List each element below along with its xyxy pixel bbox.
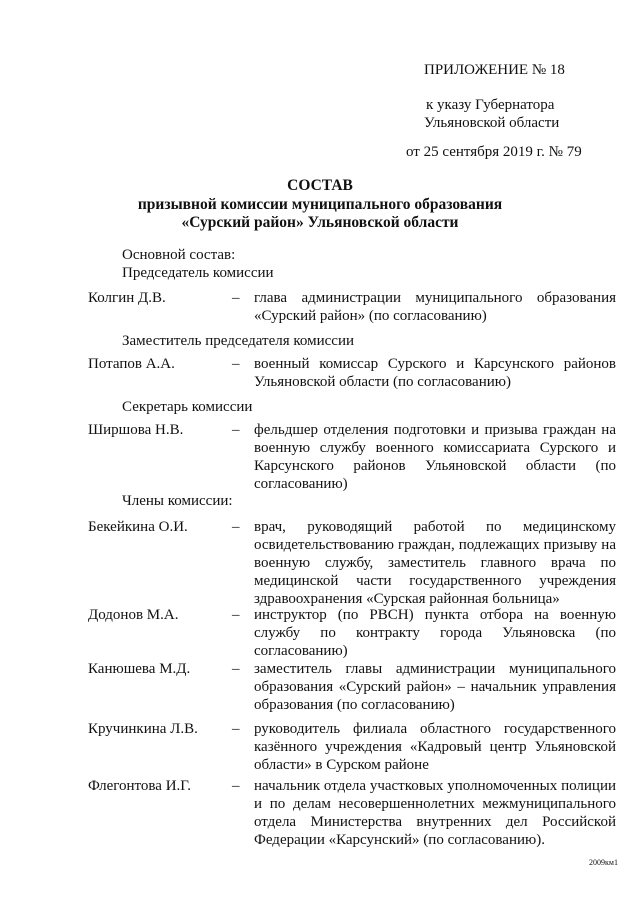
decree-date: от 25 сентября 2019 г. № 79 — [406, 144, 582, 160]
member-name: Додонов М.А. — [88, 607, 179, 623]
member-dash: – — [232, 661, 240, 677]
member-description: военный комиссар Сурского и Карсунского районов Ульяновской области (по согласованию) — [254, 356, 616, 390]
member-name: Кручинкина Л.В. — [88, 721, 198, 737]
member-description: фельдшер отделения подготовки и призыва граждан на военную службу военного комиссариата Сурского и Карсунского районов Ульяновской области (по согласованию) — [254, 422, 616, 492]
member-description: врач, руководящий работой по медицинскому освидетельствованию граждан, подлежащих призыву на военную службу, заместитель главного врача по медицинской части государственного учреждения здравоохранения «Сурская районная больница» — [254, 519, 616, 607]
member-description: начальник отдела участковых уполномоченных полиции и по делам несовершеннолетних межмуниципального отдела Министерства внутренних дел Российской Федерации «Карсунский» (по согласованию). — [254, 778, 616, 848]
section-members: Члены комиссии: — [122, 493, 233, 509]
decree-line-2: Ульяновской области — [424, 115, 560, 131]
member-description: заместитель главы администрации муниципального образования «Сурский район» – начальник управления образования (по согласованию) — [254, 661, 616, 713]
document-subtitle-2: «Сурский район» Ульяновской области — [181, 214, 459, 231]
member-dash: – — [232, 721, 240, 737]
section-deputy-chairman: Заместитель председателя комиссии — [122, 333, 355, 349]
document-title: СОСТАВ — [287, 177, 353, 194]
member-name: Канюшева М.Д. — [88, 661, 191, 677]
document-subtitle-1: призывной комиссии муниципального образования — [137, 196, 503, 213]
decree-line-1: к указу Губернатора — [426, 97, 555, 113]
member-name: Бекейкина О.И. — [88, 519, 188, 535]
member-name: Колгин Д.В. — [88, 290, 166, 306]
member-description: глава администрации муниципального образования «Сурский район» (по согласованию) — [254, 290, 616, 324]
member-dash: – — [232, 422, 240, 438]
member-name: Флегонтова И.Г. — [88, 778, 192, 794]
member-name: Ширшова Н.В. — [88, 422, 184, 438]
document-code: 2009км1 — [589, 858, 618, 867]
member-dash: – — [232, 519, 240, 535]
appendix-number: ПРИЛОЖЕНИЕ № 18 — [424, 62, 565, 78]
member-description: инструктор (по РВСН) пункта отбора на военную службу по контракту города Ульяновска (по согласованию) — [254, 607, 616, 659]
section-secretary: Секретарь комиссии — [122, 399, 253, 415]
section-main-composition: Основной состав: — [122, 247, 236, 263]
member-dash: – — [232, 778, 240, 794]
member-dash: – — [232, 356, 240, 372]
member-dash: – — [232, 607, 240, 623]
member-dash: – — [232, 290, 240, 306]
member-name: Потапов А.А. — [88, 356, 175, 372]
section-chairman: Председатель комиссии — [122, 265, 274, 281]
member-description: руководитель филиала областного государственного казённого учреждения «Кадровый центр Ульяновской области» в Сурском районе — [254, 721, 616, 773]
